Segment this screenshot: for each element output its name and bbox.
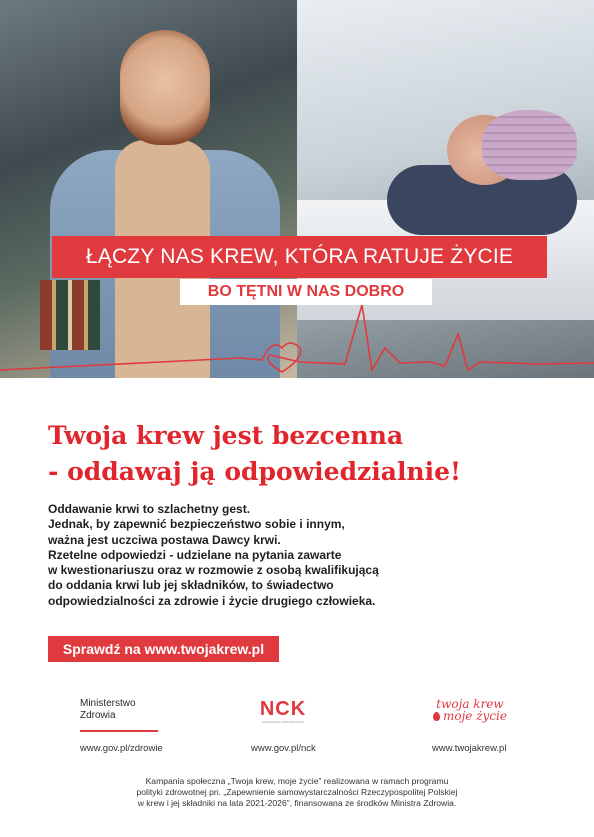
hero-headline: ŁĄCZY NAS KREW, KTÓRA RATUJE ŻYCIE [52,236,547,278]
ministry-of-health-logo [80,698,180,732]
ministry-logo-line: Zdrowia [80,710,116,721]
body-line: Rzetelne odpowiedzi - udzielane na pytania zawarte [48,547,342,562]
body-line: odpowiedzialności za zdrowie i życie drugiego człowieka. [48,593,376,608]
title-line: - oddawaj ją odpowiedzialnie! [48,457,461,486]
footer-line: Kampania społeczna „Twoja krew, moje życie” realizowana w ramach programu [145,776,449,786]
body-paragraph [48,502,568,609]
body-line: Jednak, by zapewnić bezpieczeństwo sobie i innym, [48,517,345,532]
nck-url-link[interactable]: www.gov.pl/nck [251,743,316,754]
body-line: Oddawanie krwi to szlachetny gest. [48,502,251,516]
hero-subheadline: BO TĘTNI W NAS DOBRO [180,279,432,305]
body-line: ważna jest uczciwa postawa Dawcy krwi. [48,532,281,547]
body-line: do oddania krwi lub jej składników, to świadectwo [48,578,334,593]
nck-logo-text: NCK [259,698,307,720]
nck-logo [243,698,323,724]
title-line: Twoja krew jest bezcenna [48,421,404,450]
ministry-logo-bar [80,730,158,732]
heartbeat-line-icon [0,300,594,378]
check-website-button[interactable]: Sprawdź na www.twojakrew.pl [48,636,279,662]
body-line: w kwestionariuszu oraz w rozmowie z osobą kwalifikującą [48,563,379,578]
page-title [48,418,568,490]
ministry-logo-line: Ministerstwo [80,698,136,709]
tk-logo-line-text: moje życie [442,709,507,723]
twoja-krew-logo [410,698,530,722]
hero-banner [0,0,594,378]
footer-line: w krew i jej składniki na lata 2021-2026”, finansowana ze środków Ministra Zdrowia. [137,798,457,808]
nck-logo-tagline: NARODOWE CENTRUM KRWI [261,720,305,724]
footer-line: polityki zdrowotnej pn. „Zapewnienie samowystarczalności Rzeczypospolitej Polskiej [136,787,458,797]
footer-note [120,776,474,809]
blood-drop-icon [433,712,440,721]
twojakrew-url-link[interactable]: www.twojakrew.pl [432,743,507,754]
ministry-url-link[interactable]: www.gov.pl/zdrowie [80,743,163,754]
tk-logo-line-2 [410,710,530,722]
tk-logo-line: twoja krew [436,697,504,711]
